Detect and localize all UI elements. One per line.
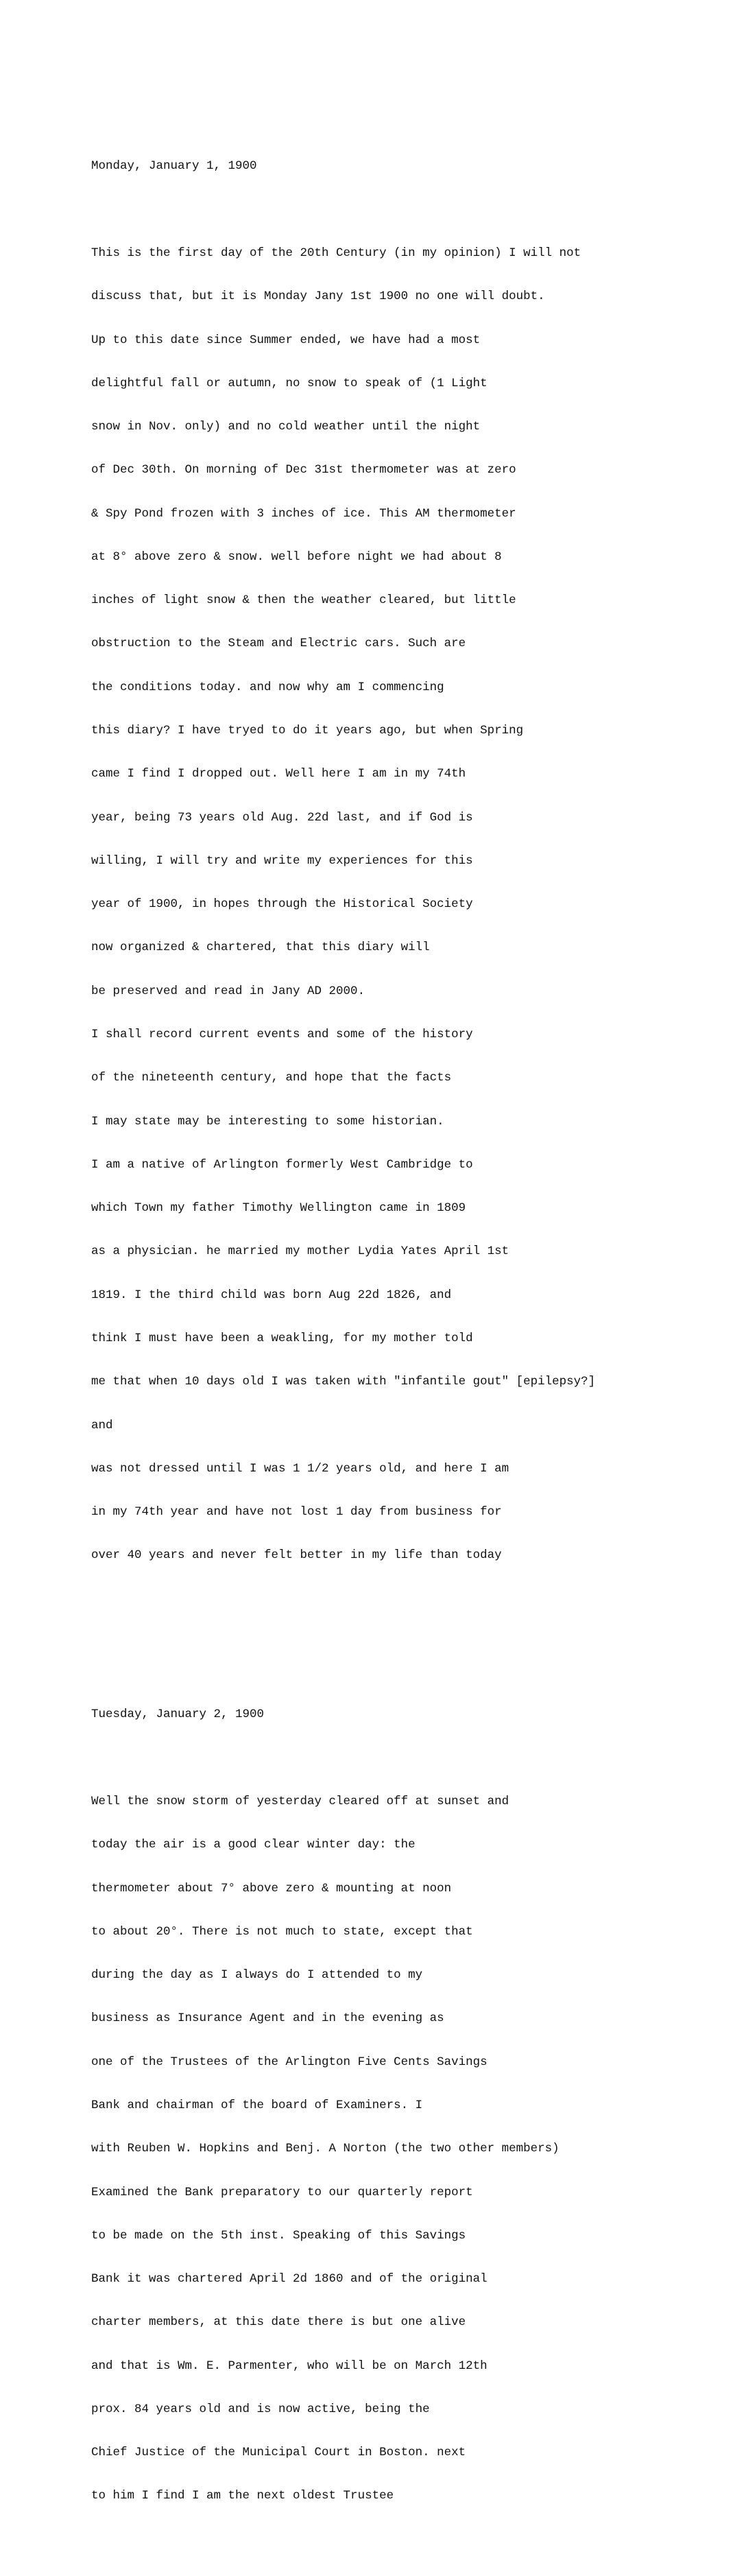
entry-line: willing, I will try and write my experiences for this — [91, 853, 473, 868]
entry-line: charter members, at this date there is but one alive — [91, 2315, 466, 2330]
entry-line: which Town my father Timothy Wellington came in 1809 — [91, 1201, 466, 1216]
entry-line: today the air is a good clear winter day: the — [91, 1838, 416, 1852]
entry-line: Examined the Bank preparatory to our quarterly report — [91, 2185, 473, 2199]
entry-line: this diary? I have tryed to do it years ago, but when Spring — [91, 724, 524, 738]
entry-line: I shall record current events and some of the history — [91, 1028, 473, 1041]
entry-line: was not dressed until I was 1 1/2 years old, and here I am — [91, 1461, 509, 1476]
entry-line: year of 1900, in hopes through the Historical Society — [91, 897, 473, 912]
entry-line: & Spy Pond frozen with 3 inches of ice. This AM thermometer — [91, 506, 516, 521]
entry-line: year, being 73 years old Aug. 22d last, and if God is — [91, 810, 473, 825]
entry-line: I am a native of Arlington formerly West Cambridge to — [91, 1157, 473, 1172]
entry-line: during the day as I always do I attended to my — [91, 1968, 423, 1983]
entry-line: This is the first day of the 20th Century (in my opinion) I will not — [91, 246, 581, 260]
entry-line: business as Insurance Agent and in the evening as — [91, 2011, 444, 2026]
entry-line: at 8° above zero & snow. well before night we had about 8 — [91, 550, 502, 564]
diary-page — [91, 102, 722, 2576]
entry-line: inches of light snow & then the weather cleared, but little — [91, 593, 516, 608]
entry-line: of Dec 30th. On morning of Dec 31st thermometer was at zero — [91, 463, 516, 477]
entry-line: as a physician. he married my mother Lydia Yates April 1st — [91, 1244, 509, 1259]
entry-line: 1819. I the third child was born Aug 22d 1826, and — [91, 1288, 452, 1302]
entry-date: Tuesday, January 2, 1900 — [91, 1708, 265, 1722]
entry-line: of the nineteenth century, and hope that the facts — [91, 1071, 452, 1085]
entry-line: to be made on the 5th inst. Speaking of this Savings — [91, 2228, 466, 2243]
entry-line: Well the snow storm of yesterday cleared off at sunset and — [91, 1794, 509, 1808]
entry-line: over 40 years and never felt better in my life than today — [91, 1548, 502, 1563]
entry-line: with Reuben W. Hopkins and Benj. A Norton (the two other members) — [91, 2142, 560, 2156]
entry-body — [91, 217, 722, 1592]
entry-line: came I find I dropped out. Well here I am in my 74th — [91, 767, 466, 781]
entry-line: Bank it was chartered April 2d 1860 and of the original — [91, 2272, 488, 2287]
entry-body — [91, 1766, 722, 2533]
entry-line: me that when 10 days old I was taken with "infantile gout" [epilepsy?] — [91, 1375, 596, 1389]
entry-line: thermometer about 7° above zero & mounting at noon — [91, 1881, 452, 1895]
entry-line: prox. 84 years old and is now active, being the — [91, 2402, 430, 2416]
entry-date: Monday, January 1, 1900 — [91, 159, 257, 174]
entry-line: obstruction to the Steam and Electric cars. Such are — [91, 637, 466, 651]
entry-line: Bank and chairman of the board of Examiners. I — [91, 2098, 423, 2112]
entry-line: and that is Wm. E. Parmenter, who will be on March 12th — [91, 2359, 488, 2373]
entry-line: be preserved and read in Jany AD 2000. — [91, 984, 365, 998]
entry-line: to him I find I am the next oldest Trustee — [91, 2489, 394, 2503]
entry-line: and — [91, 1418, 113, 1432]
entry-line: Up to this date since Summer ended, we have had a most — [91, 333, 481, 347]
entry-line: to about 20°. There is not much to state, except that — [91, 1924, 473, 1939]
entry-line: delightful fall or autumn, no snow to speak of (1 Light — [91, 376, 488, 390]
entry-line: snow in Nov. only) and no cold weather until the night — [91, 420, 481, 434]
entry-line: the conditions today. and now why am I commencing — [91, 680, 444, 694]
entry-line: I may state may be interesting to some historian. — [91, 1114, 444, 1129]
entry-line: think I must have been a weakling, for my mother told — [91, 1331, 473, 1345]
entry-line: discuss that, but it is Monday Jany 1st 1900 no one will doubt. — [91, 289, 545, 304]
entry-line: now organized & chartered, that this diary will — [91, 941, 430, 955]
entry-line: Chief Justice of the Municipal Court in Boston. next — [91, 2446, 466, 2460]
entry-line: one of the Trustees of the Arlington Five Cents Savings — [91, 2055, 488, 2069]
diary-entry-jan-2 — [91, 1679, 722, 2562]
diary-entry-jan-1 — [91, 130, 722, 1621]
entry-line: in my 74th year and have not lost 1 day from business for — [91, 1505, 502, 1520]
